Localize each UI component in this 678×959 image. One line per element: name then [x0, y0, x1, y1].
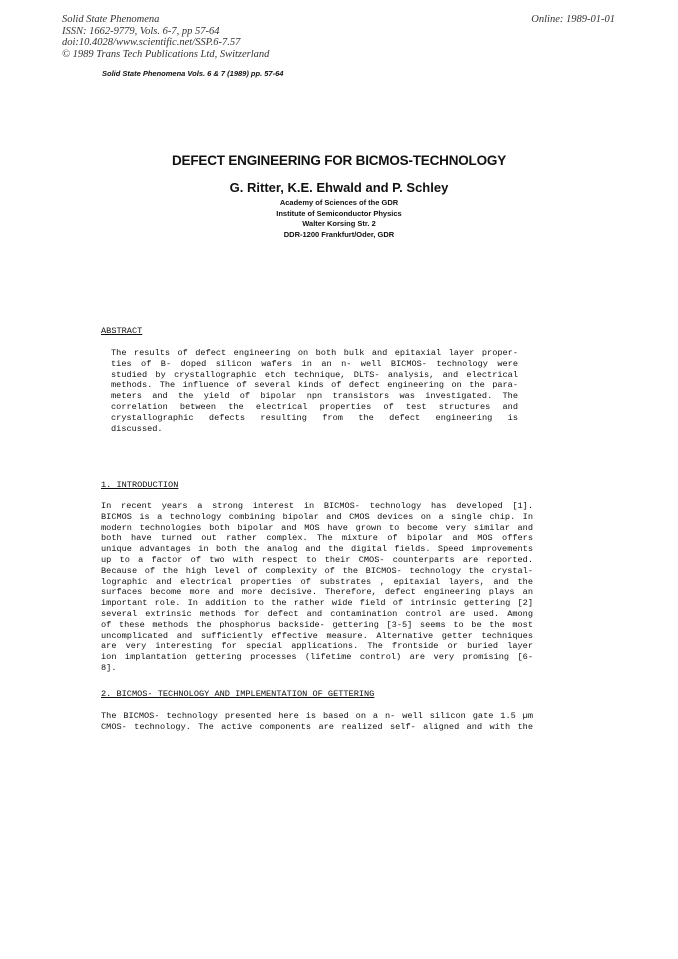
text-line: lographic and electrical properties of substrates , epitaxial layers, and the — [101, 576, 533, 587]
header-line: ISSN: 1662-9779, Vols. 6-7, pp 57-64 — [62, 25, 220, 37]
text-line: CMOS- technology. The active components are realized self- aligned and with the — [101, 721, 533, 732]
paper-title: DEFECT ENGINEERING FOR BICMOS-TECHNOLOGY — [171, 153, 506, 168]
journal-reference: Solid State Phenomena Vols. 6 & 7 (1989) pp. 57-64 — [102, 69, 284, 78]
section-2-body — [101, 711, 533, 733]
affiliation — [0, 198, 678, 240]
abstract-heading: ABSTRACT — [101, 326, 143, 336]
header-line: © 1989 Trans Tech Publications Ltd, Switzerland — [62, 48, 270, 60]
text-line: are very interesting for special applications. The frontside or buried layer — [101, 641, 533, 652]
text-line: discussed. — [111, 423, 163, 434]
text-line: The BICMOS- technology presented here is based on a n- well silicon gate 1.5 µm — [101, 711, 533, 721]
text-line: ion implantation gettering processes (lifetime control) are very promising [6- — [101, 652, 533, 663]
text-line: surfaces become more and more decisive. Therefore, defect engineering plays an — [101, 587, 533, 598]
text-line: Because of the high level of complexity of the BICMOS- technology the crystal- — [101, 565, 533, 576]
affiliation-line: Academy of Sciences of the GDR — [279, 198, 399, 207]
text-line: BICMOS is a technology combining bipolar and CMOS devices on a single chip. In — [101, 511, 533, 522]
text-line: both have turned out rather complex. The mixture of bipolar and MOS offers — [101, 533, 533, 544]
text-line: methods. The influence of several kinds of defect engineering on the para- — [111, 380, 518, 391]
introduction-heading: 1. INTRODUCTION — [101, 480, 179, 490]
text-line: several extrinsic methods for defect and contamination control are used. Among — [101, 608, 533, 619]
text-line: important role. In addition to the rather wide field of intrinsic gettering [2] — [101, 598, 533, 609]
text-line: uncomplicated and sufficiently effective measure. Alternative getter techniques — [101, 630, 533, 641]
text-line: up to a factor of two with respect to their CMOS- counterparts are reported. — [101, 554, 533, 565]
text-line: crystallographic defects resulting from the defect engineering is — [111, 412, 518, 423]
abstract-body — [111, 348, 518, 434]
text-line: correlation between the electrical properties of test structures and — [111, 401, 518, 412]
text-line: of these methods the phosphorus backside- gettering [3-5] seems to be the most — [101, 619, 533, 630]
text-line: meters and the yield of bipolar npn transistors was investigated. The — [111, 391, 518, 402]
text-line: unique advantages in both the analog and the digital fields. Speed improvements — [101, 544, 533, 555]
text-line: The results of defect engineering on both bulk and epitaxial layer proper- — [111, 348, 518, 358]
affiliation-line: Institute of Semiconductor Physics — [276, 208, 402, 218]
author-list: G. Ritter, K.E. Ehwald and P. Schley — [229, 180, 449, 195]
header-line: Solid State Phenomena — [62, 14, 160, 25]
text-line: ties of B- doped silicon wafers in an n- well BICMOS- technology were — [111, 358, 518, 369]
online-date: Online: 1989-01-01 — [531, 14, 615, 25]
introduction-body — [101, 501, 533, 674]
header-line: doi:10.4028/www.scientific.net/SSP.6-7.57 — [62, 37, 241, 48]
text-line: modern technologies both bipolar and MOS have grown to become very similar and — [101, 522, 533, 533]
publication-header — [62, 14, 269, 60]
affiliation-line: DDR-1200 Frankfurt/Oder, GDR — [283, 229, 395, 239]
text-line: 8]. — [101, 662, 117, 673]
text-line: In recent years a strong interest in BICMOS- technology has developed [1]. — [101, 501, 533, 511]
affiliation-line: Walter Korsing Str. 2 — [302, 219, 376, 228]
section-2-heading: 2. BICMOS- TECHNOLOGY AND IMPLEMENTATION OF GETTERING — [101, 689, 375, 699]
text-line: studied by crystallographic etch technique, DLTS- analysis, and electrical — [111, 369, 518, 380]
